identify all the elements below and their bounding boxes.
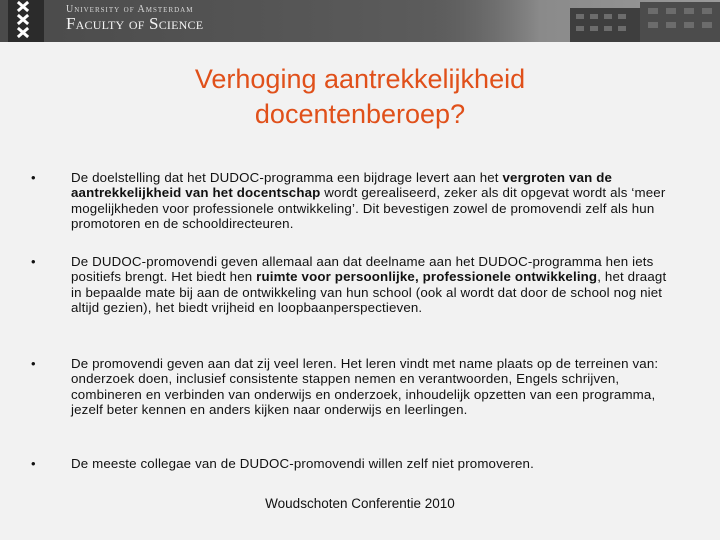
header-banner xyxy=(0,0,720,42)
bullet-text xyxy=(71,254,671,316)
bullet-text-normal: wordt gerealiseerd, zeker als dit opgevat wordt als ‘meer mogelijkheden voor professionele ontwikkeling’. Dit bevestigen zowel de promovendi zelf als hun promotoren en de schooldirecteuren. xyxy=(71,185,666,232)
bullet-dot: • xyxy=(31,456,36,471)
bullet-text-normal: De doelstelling dat het DUDOC-programma een bijdrage levert aan het xyxy=(71,170,503,185)
bullet-text-normal: , het draagt in bepaalde mate bij aan de ontwikkeling van hun school (ook al wordt dat door de school nog niet altijd gezien), het biedt vrijheid en loopbaanperspectieven. xyxy=(71,269,667,316)
bullet-dot: • xyxy=(31,254,36,269)
bullet-text xyxy=(71,456,671,471)
bullet-text-normal: De DUDOC-promovendi geven allemaal aan dat deelname aan het DUDOC-programma hen iets positiefs brengt. Het biedt hen xyxy=(71,254,654,285)
bullet-text xyxy=(71,170,671,232)
title-line-2: docentenberoep? xyxy=(254,99,466,129)
slide-title xyxy=(0,62,720,132)
bullet-dot: • xyxy=(31,356,36,371)
bullet-text-normal: De meeste collegae van de DUDOC-promovendi willen zelf niet promoveren. xyxy=(71,456,534,471)
footer-text: Woudschoten Conferentie 2010 xyxy=(265,496,455,511)
title-line-1: Verhoging aantrekkelijkheid xyxy=(194,64,526,94)
bullet-text-bold: ruimte voor persoonlijke, professionele ontwikkeling xyxy=(256,269,598,285)
university-name: University of Amsterdam xyxy=(66,4,194,15)
faculty-name: Faculty of Science xyxy=(66,14,204,33)
bullet-text-normal: De promovendi geven aan dat zij veel leren. Het leren vindt met name plaats op de terreinen van: onderzoek doen, inclusief consistente stappen nemen en verantwoorden, Engels schrijven, combineren en verbinden van onderwijs en onderzoek, inhoudelijk opzetten van een programma, jezelf beter kennen en anders kijken naar onderwijs en leerlingen. xyxy=(71,356,659,418)
bullet-text xyxy=(71,356,671,418)
xxx-logo-icon xyxy=(8,0,44,42)
building-photo xyxy=(420,0,720,42)
uva-logo xyxy=(8,0,44,42)
bullet-text-bold: vergroten van de aantrekkelijkheid van het docentschap xyxy=(71,170,613,201)
bullet-dot: • xyxy=(31,170,36,185)
